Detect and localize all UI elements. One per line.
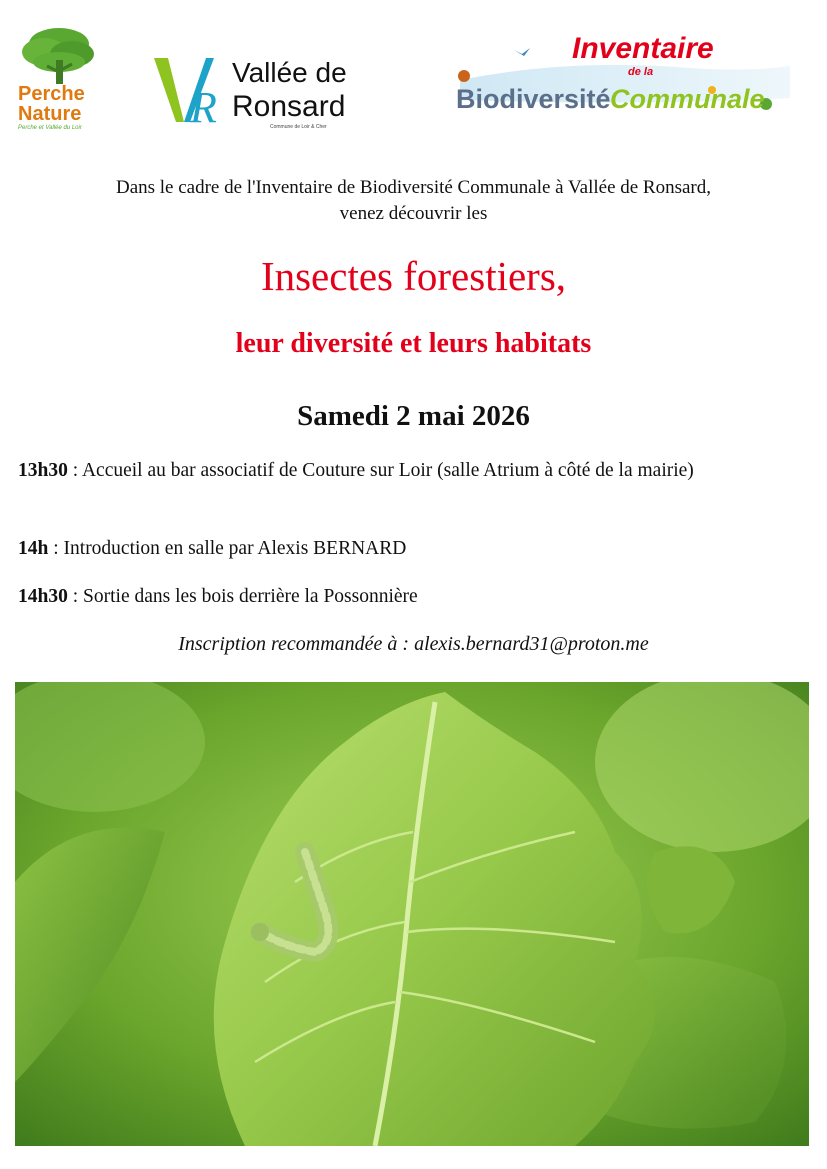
intro-line-1: Dans le cadre de l'Inventaire de Biodiversité Communale à Vallée de Ronsard,: [115, 177, 712, 198]
ibc-line3a: Biodiversité: [456, 84, 611, 114]
schedule-time: 14h30: [18, 586, 68, 607]
main-title: Insectes forestiers,: [260, 253, 567, 299]
bird-icon: [514, 48, 530, 56]
schedule-text: : Introduction en salle par Alexis BERNARD: [48, 538, 407, 559]
perche-line1: Perche: [18, 83, 85, 105]
r-monogram: R: [190, 83, 217, 132]
squirrel-icon: [458, 70, 470, 82]
perche-nature-logo: [14, 22, 104, 132]
registration-note: Inscription recommandée à : alexis.bernard31@proton.me: [178, 633, 649, 655]
v-monogram-shape: [154, 58, 184, 122]
perche-line2: Nature: [18, 103, 82, 125]
schedule-item: [18, 534, 813, 564]
vallee-tagline: Commune de Loir & Cher: [270, 124, 327, 130]
schedule-item: [18, 456, 813, 486]
vallee-line1: Vallée de: [232, 57, 347, 88]
schedule-text: : Sortie dans les bois derrière la Possonnière: [67, 586, 418, 607]
perche-tagline: Perche et Vallée du Loir: [18, 125, 82, 131]
ibc-line2: de la: [628, 66, 654, 78]
tree-icon: [14, 22, 104, 132]
schedule-time: 14h: [18, 538, 49, 559]
vallee-line2: Ronsard: [232, 90, 346, 123]
intro-line-2: venez découvrir les: [339, 203, 488, 224]
ibc-line1: Inventaire: [572, 32, 714, 65]
event-date: Samedi 2 mai 2026: [297, 400, 530, 432]
ibc-logo: [450, 28, 802, 123]
ibc-line3b: Communale: [610, 84, 765, 114]
schedule-text: : Accueil au bar associatif de Couture sur Loir (salle Atrium à côté de la mairie): [67, 460, 694, 481]
schedule-item: [18, 582, 813, 612]
caterpillar-photo: [15, 682, 809, 1146]
sub-title: leur diversité et leurs habitats: [235, 328, 592, 359]
vallee-ronsard-logo: [150, 50, 375, 135]
schedule-time: 13h30: [18, 460, 68, 481]
